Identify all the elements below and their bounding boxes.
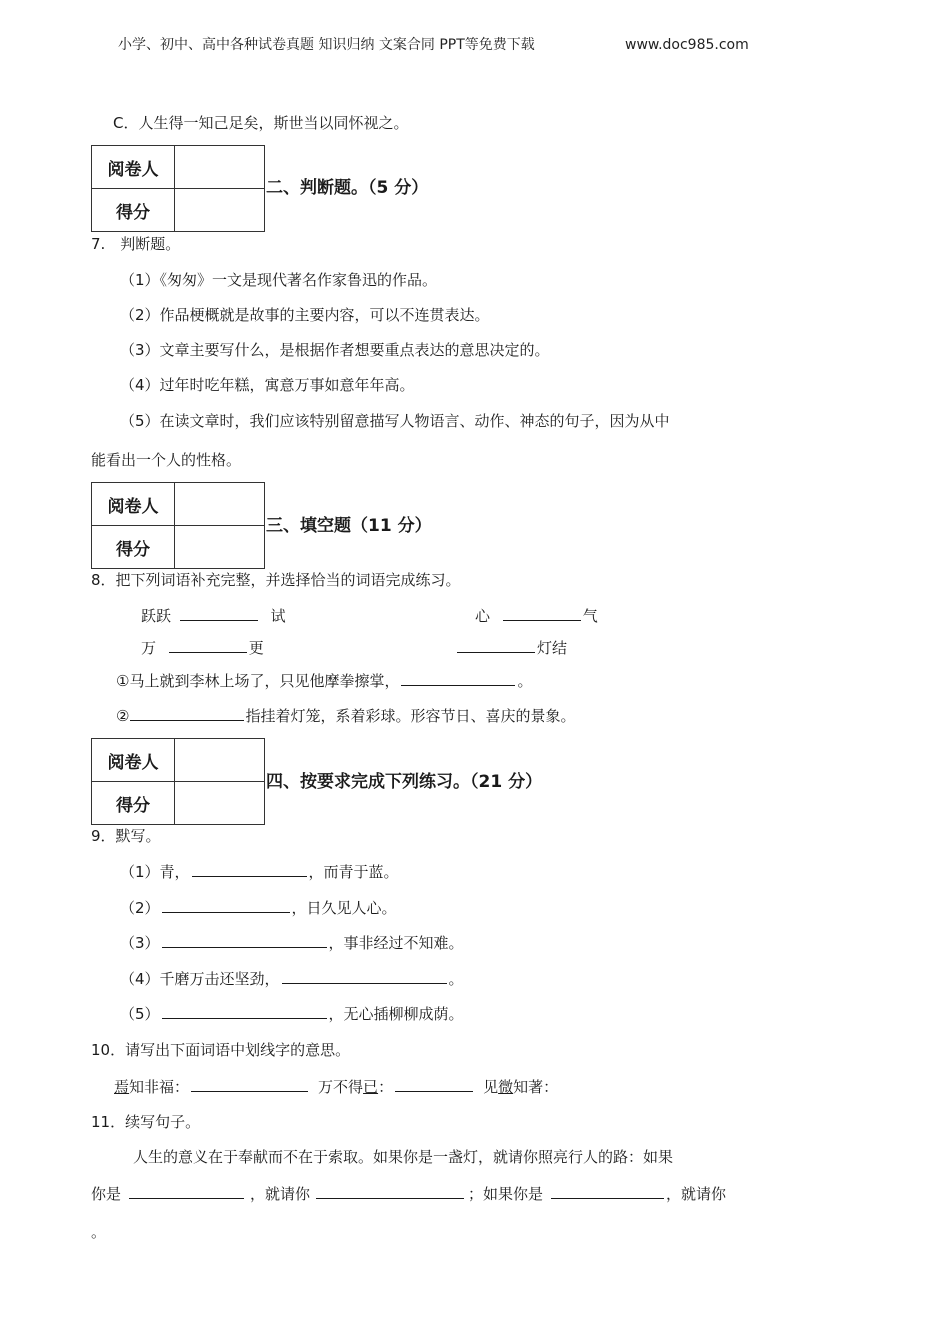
reviewer-cell[interactable] (175, 739, 265, 782)
reviewer-cell[interactable] (175, 483, 265, 526)
q7-item-1: （1）《匆匆》一文是现代著名作家鲁迅的作品。 (120, 271, 438, 289)
score-label: 得分 (92, 782, 175, 825)
q11-blank-1[interactable] (129, 1184, 244, 1199)
q9-blank-4[interactable] (282, 969, 447, 984)
score-box (91, 738, 265, 825)
reviewer-label: 阅卷人 (92, 483, 175, 526)
q7-title: 7. 判断题。 (91, 235, 181, 253)
score-box (91, 145, 265, 232)
q7-item-5-cont: 能看出一个人的性格。 (91, 451, 242, 469)
q9-item-5: （5） ，无心插柳柳成荫。 (120, 1005, 464, 1023)
q8-blank-4[interactable] (457, 638, 535, 653)
q10-blank-2[interactable] (395, 1077, 473, 1092)
reviewer-cell[interactable] (175, 146, 265, 189)
q8-blank-s2[interactable] (130, 706, 244, 721)
q8-word-3: 万 更 (141, 639, 264, 657)
q9-item-1: （1）青， ，而青于蓝。 (120, 863, 399, 881)
q8-blank-3[interactable] (169, 638, 247, 653)
q7-item-3: （3）文章主要写什么，是根据作者想要重点表达的意思决定的。 (120, 341, 550, 359)
q11-line-2: 你是 ，就请你 ；如果你是 ，就请你 (91, 1185, 727, 1203)
score-label: 得分 (92, 189, 175, 232)
q8-blank-s1[interactable] (401, 671, 515, 686)
q8-word-2: 心 气 (475, 607, 598, 625)
score-cell[interactable] (175, 782, 265, 825)
q9-item-3: （3） ，事非经过不知难。 (120, 934, 464, 952)
q8-sentence-2: ② 指挂着灯笼，系着彩球。形容节日、喜庆的景象。 (116, 707, 576, 725)
reviewer-label: 阅卷人 (92, 739, 175, 782)
q8-word-1: 跃跃 试 (141, 607, 286, 625)
q9-blank-5[interactable] (162, 1004, 327, 1019)
q9-item-2: （2） ，日久见人心。 (120, 899, 397, 917)
header-banner: 小学、初中、高中各种试卷真题 知识归纳 文案合同 PPT等免费下载 (118, 37, 535, 53)
header-url[interactable]: www.doc985.com (625, 37, 749, 53)
q7-item-2: （2）作品梗概就是故事的主要内容，可以不连贯表达。 (120, 306, 490, 324)
q11-line-1: 人生的意义在于奉献而不在于索取。如果你是一盏灯，就请你照亮行人的路：如果 (133, 1148, 674, 1166)
q10-items: 焉知非福： 万不得已： 见微知著： (114, 1078, 559, 1096)
q9-title: 9．默写。 (91, 827, 161, 845)
q10-title: 10．请写出下面词语中划线字的意思。 (91, 1041, 351, 1059)
score-box (91, 482, 265, 569)
section-3-heading: 三、填空题（11 分） (266, 516, 432, 536)
q11-blank-3[interactable] (551, 1184, 664, 1199)
q9-blank-2[interactable] (162, 898, 290, 913)
q8-blank-1[interactable] (180, 606, 258, 621)
q9-blank-3[interactable] (162, 933, 327, 948)
section-4-heading: 四、按要求完成下列练习。（21 分） (266, 772, 543, 792)
q9-item-4: （4）千磨万击还坚劲， 。 (120, 970, 464, 988)
q8-sentence-1: ①马上就到李林上场了，只见他摩拳擦掌， 。 (116, 672, 533, 690)
q10-blank-1[interactable] (191, 1077, 308, 1092)
q8-word-4: 灯结 (457, 638, 567, 658)
reviewer-label: 阅卷人 (92, 146, 175, 189)
option-c: C．人生得一知己足矣，斯世当以同怀视之。 (113, 114, 409, 132)
q8-title: 8．把下列词语补充完整，并选择恰当的词语完成练习。 (91, 571, 461, 589)
score-cell[interactable] (175, 526, 265, 569)
score-cell[interactable] (175, 189, 265, 232)
q8-blank-2[interactable] (503, 606, 581, 621)
section-2-heading: 二、判断题。（5 分） (266, 178, 429, 198)
q9-blank-1[interactable] (192, 862, 307, 877)
q7-item-5: （5）在读文章时，我们应该特别留意描写人物语言、动作、神态的句子，因为从中 (120, 412, 670, 430)
q11-blank-2[interactable] (316, 1184, 464, 1199)
q11-title: 11．续写句子。 (91, 1113, 201, 1131)
score-label: 得分 (92, 526, 175, 569)
q7-item-4: （4）过年时吃年糕，寓意万事如意年年高。 (120, 376, 415, 394)
q11-line-3: 。 (91, 1223, 107, 1241)
